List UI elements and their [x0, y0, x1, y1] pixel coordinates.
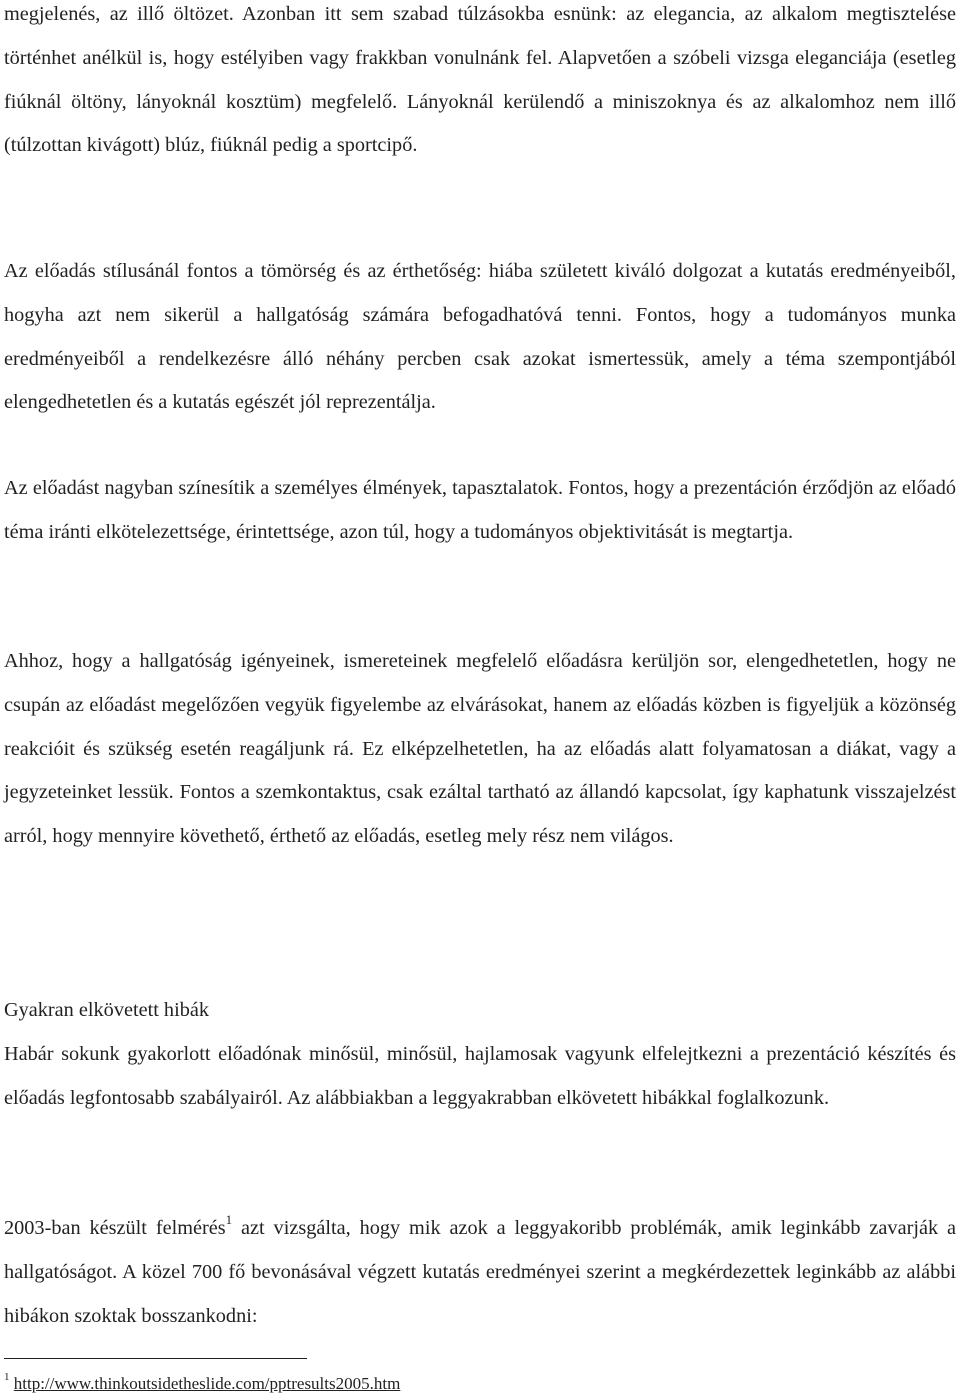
paragraph-common-mistakes: Habár sokunk gyakorlott előadónak minősül, minősül, hajlamosak vagyunk elfelejtkezni a prezentáció készítés és előadás legfontosabb szabályairól. Az alábbiakban a leggyakrabban elkövetett hibákkal foglalkozunk.	[4, 1043, 956, 1109]
survey-text-start: 2003-ban készült felmérés	[4, 1217, 226, 1239]
paragraph-personal-experiences: Az előadást nagyban színesítik a személyes élmények, tapasztalatok. Fontos, hogy a prezentáción érződjön az előadó téma iránti elkötelezettsége, érintettsége, azon túl, hogy a tudományos objektivitását is megtartja.	[4, 477, 956, 543]
document-page	[4, 0, 956, 1400]
footnote-number: 1	[4, 1371, 10, 1384]
footnote-link[interactable]: http://www.thinkoutsidetheslide.com/pptresults2005.htm	[13, 1374, 401, 1393]
paragraph-survey	[4, 1207, 956, 1338]
paragraph-presentation-style: Az előadás stílusánál fontos a tömörség és az érthetőség: hiába született kiváló dolgozat a kutatás eredményeiből, hogyha azt nem sikerül a hallgatóság számára befogadhatóvá tenni. Fontos, hogy a tudományos munka eredményeiből a rendelkezésre álló néhány percben csak azokat ismertessük, amely a téma szempontjából elengedhetetlen és a kutatás egészét jól reprezentálja.	[4, 260, 956, 414]
paragraph-audience-needs: Ahhoz, hogy a hallgatóság igényeinek, ismereteinek megfelelő előadásra kerüljön sor, elengedhetetlen, hogy ne csupán az előadást megelőzően vegyük figyelembe az elvárásokat, hanem az előadás közben is figyeljük a közönség reakcióit és szükség esetén reagáljunk rá. Ez elképzelhetetlen, ha az előadás alatt folyamatosan a diákat, vagy a jegyzeteinket lessük. Fontos a szemkontaktus, csak ezáltal tartható az állandó kapcsolat, így kaphatunk visszajelzést arról, hogy mennyire követhető, érthető az előadás, esetleg mely rész nem világos.	[4, 650, 956, 848]
footnote	[4, 1372, 400, 1396]
footnote-reference[interactable]: 1	[225, 1212, 233, 1228]
paragraph-attire: megjelenés, az illő öltözet. Azonban itt sem szabad túlzásokba esnünk: az elegancia, az alkalom megtisztelése történhet anélkül is, hogy estélyiben vagy frakkban vonulnánk fel. Alapvetően a szóbeli vizsga eleganciája (esetleg fiúknál öltöny, lányoknál kosztüm) megfelelő. Lányoknál kerülendő a miniszoknya és az alkalomhoz nem illő (túlzottan kivágott) blúz, fiúknál pedig a sportcipő.	[4, 3, 956, 157]
footnote-separator	[4, 1358, 307, 1359]
section-heading: Gyakran elkövetett hibák	[4, 999, 209, 1021]
survey-text-end: azt vizsgálta, hogy mik azok a leggyakoribb problémák, amik leginkább zavarják a hallgatóságot. A közel 700 fő bevonásával végzett kutatás eredményei szerint a megkérdezettek leginkább az alábbi hibákon szoktak bosszankodni:	[4, 1217, 956, 1327]
